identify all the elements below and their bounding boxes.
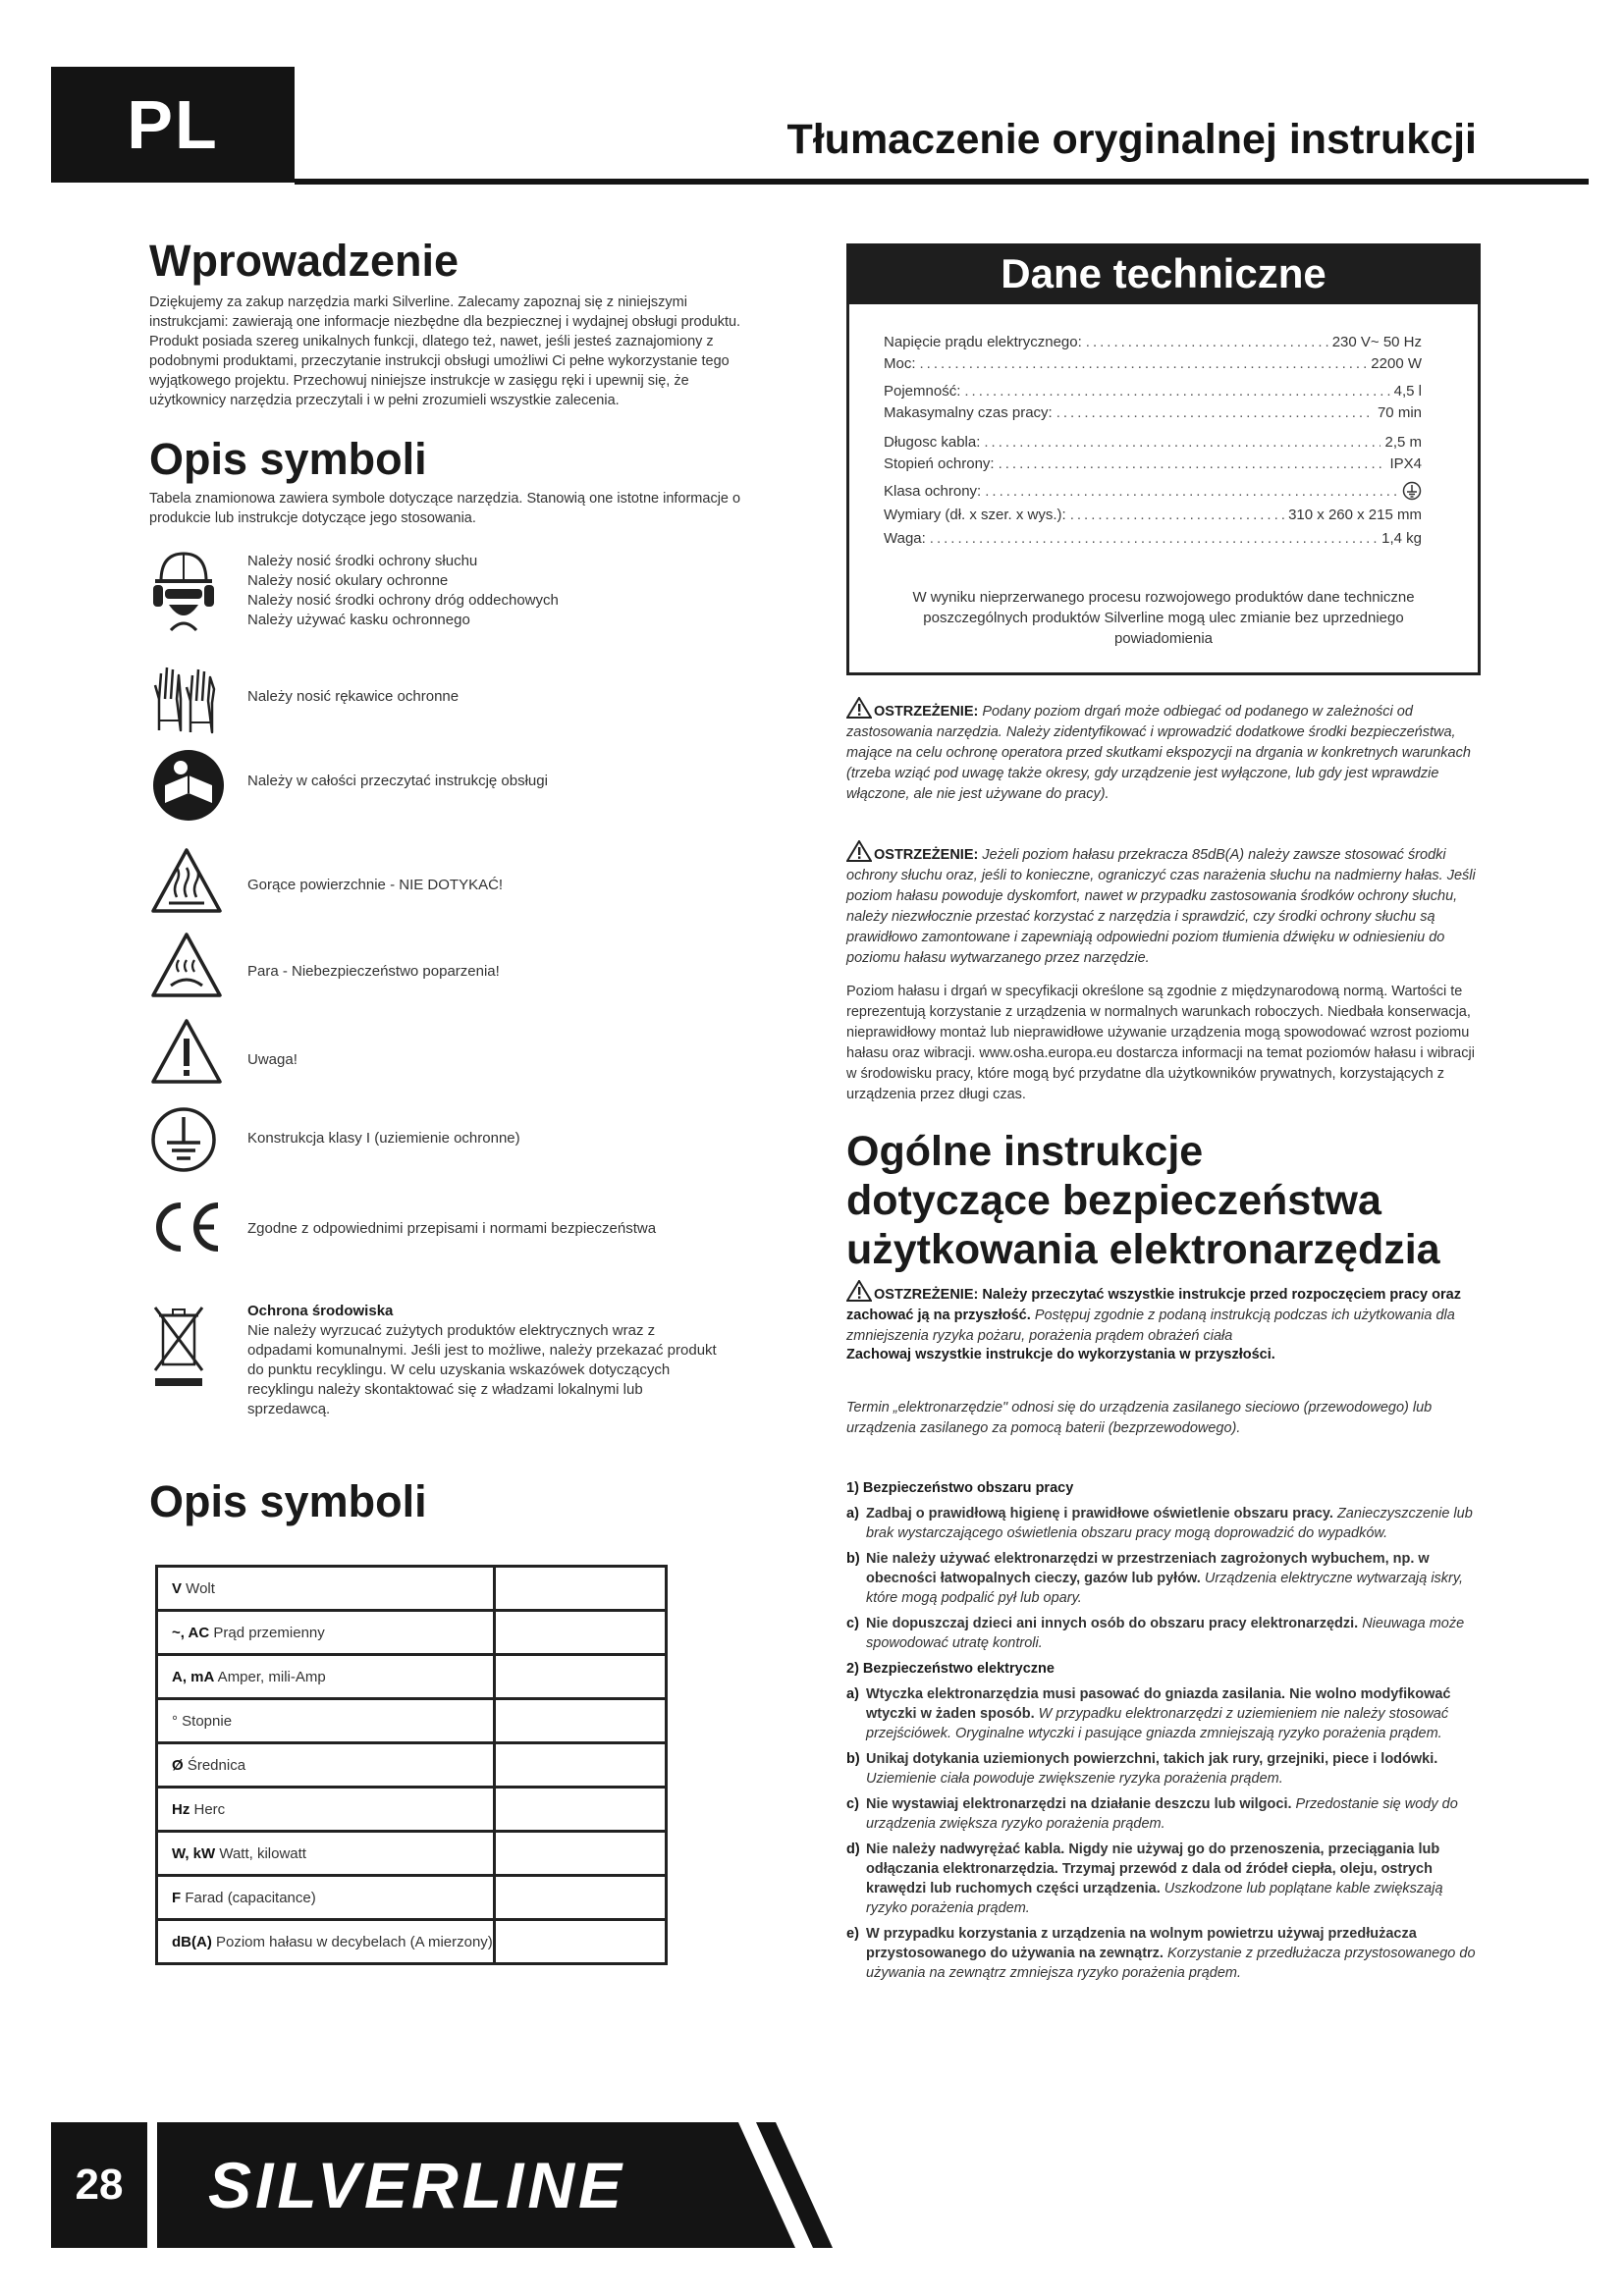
symbols-heading: Opis symboli <box>149 434 427 484</box>
leader-dots <box>920 353 1368 375</box>
header-rule <box>295 179 1589 185</box>
spec-label: Wymiary (dł. x szer. x wys.): <box>884 507 1066 523</box>
ppe-respiratory-text: Należy nosić środki ochrony dróg oddechowych <box>247 592 559 609</box>
symbol-row-gloves <box>149 660 738 738</box>
spec-row <box>884 454 1422 475</box>
spec-value: 70 min <box>1377 404 1422 421</box>
unit-empty-cell <box>494 1788 666 1832</box>
section-2-title: 2) Bezpieczeństwo elektryczne <box>846 1661 1055 1677</box>
list-item: b) Unikaj dotykania uziemionych powierzchni, takich jak rury, grzejniki, piece i lodówki. Uziemienie ciała powoduje zwiększenie ryzyka porażenia prądem. <box>846 1751 1438 1787</box>
weee-bin-icon <box>149 1302 208 1390</box>
noise-warning-text: Jeżeli poziom hałasu przekracza 85dB(A) należy zawsze stosować środki ochrony słuchu oraz, jeśli to konieczne, ograniczyć czas narażenia słuchu na nadmierny hałas. Jeśli poziom hałasu powoduje dyskomfort, nawet w przypadku zastosowania środków ochrony słuchu, należy niezwłocznie przestać korzystać z narzędzia i sprawdzić, czy środki ochrony słuchu są prawidłowo zamontowane i zapewniają odpowiedni poziom tłumienia dźwięku w odniesieniu do poziomu hałasu wytwarzanego przez narzędzie. <box>846 847 1476 966</box>
unit-empty-cell <box>494 1832 666 1876</box>
list-item: e) W przypadku korzystania z urządzenia na wolnym powietrzu używaj przedłużacza przystosowanego do używania na zewnątrz. Korzystanie z przedłużacza przystosowanego do używania na zewnątrz zmniejsza ryzyko porażenia prądem. <box>846 1926 1476 1981</box>
spec-row <box>884 381 1422 402</box>
unit-empty-cell <box>494 1743 666 1788</box>
spec-value: 1,4 kg <box>1381 530 1422 547</box>
language-code: PL <box>127 86 219 163</box>
leader-dots <box>985 481 1398 503</box>
table-row <box>157 1743 667 1788</box>
list-item: d) Nie należy nadwyrężać kabla. Nigdy nie używaj go do przenoszenia, przeciągania lub odłączania elektronarzędzia. Trzymaj przewód z dala od źródeł ciepła, oleju, ostrych krawędzi lub ruchomych części urządzenia. Uszkodzone lub poplątane kable zwiększają ryzyko porażenia prądem. <box>846 1842 1443 1916</box>
section-1-title: 1) Bezpieczeństwo obszaru pracy <box>846 1480 1074 1496</box>
unit-empty-cell <box>494 1567 666 1611</box>
symbol-row-ce <box>149 1198 738 1266</box>
spec-value: 310 x 260 x 215 mm <box>1288 507 1422 523</box>
leader-dots <box>1056 402 1374 424</box>
steam-icon <box>149 931 224 1001</box>
spec-value: 2200 W <box>1371 355 1422 372</box>
protective-earth-icon <box>1402 481 1422 501</box>
gloves-icon <box>149 660 228 738</box>
spec-row <box>884 402 1422 424</box>
class1-text: Konstrukcja klasy I (uziemienie ochronne) <box>247 1130 520 1147</box>
ppe-head-icon <box>149 548 218 636</box>
unit-cell: W, kW Watt, kilowatt <box>157 1832 495 1876</box>
brand-logo: SILVERLINE <box>208 2149 626 2221</box>
symbol-row-weee <box>149 1302 738 1419</box>
spec-row <box>884 332 1422 353</box>
keep-instructions: Zachowaj wszystkie instrukcje do wykorzystania w przyszłości. <box>846 1347 1275 1362</box>
ce-mark-icon <box>149 1198 224 1256</box>
table-row <box>157 1832 667 1876</box>
unit-empty-cell <box>494 1876 666 1920</box>
page-number: 28 <box>75 2161 124 2209</box>
spec-label: Długosc kabla: <box>884 434 981 451</box>
read-manual-icon <box>149 746 228 825</box>
warning-triangle-icon <box>846 1280 872 1302</box>
term-definition: Termin „elektronarzędzie" odnosi się do urządzenia zasilanego sieciowo (przewodowego) lub urządzenia zasilanego za pomocą baterii (bezprzewodowego). <box>846 1400 1433 1436</box>
warning-triangle-icon <box>846 697 872 719</box>
ppe-hearing-text: Należy nosić środki ochrony słuchu <box>247 553 478 569</box>
hot-surface-icon <box>149 846 224 917</box>
unit-empty-cell <box>494 1920 666 1964</box>
leader-dots <box>999 454 1386 475</box>
list-item: c) Nie dopuszczaj dzieci ani innych osób do obszaru pracy elektronarzędzi. Nieuwaga może spowodować utratę kontroli. <box>846 1616 1465 1651</box>
levels-text: Poziom hałasu i drgań w specyfikacji określone są zgodnie z międzynarodową normą. Wartości te reprezentują korzystanie z urządzenia w normalnych warunkach roboczych. Niedbała konserwacja, nieprawidłowy montaż lub nieprawidłowe używanie urządzenia mogą spowodować wzrost poziomu hałasu oraz wibracji. www.osha.europa.eu dostarcza informacji na temat poziomów hałasu i wibracji w środowisku pracy, które mogą być przydatne dla użytkowników prywatnych, korzystających z urządzenia przez długi czas. <box>846 984 1475 1102</box>
unit-cell: Hz Herc <box>157 1788 495 1832</box>
unit-empty-cell <box>494 1611 666 1655</box>
ce-text: Zgodne z odpowiednimi przepisami i normami bezpieczeństwa <box>247 1220 657 1237</box>
spec-row <box>884 505 1422 526</box>
units-heading: Opis symboli <box>149 1476 427 1526</box>
table-row <box>157 1876 667 1920</box>
intro-heading: Wprowadzenie <box>149 236 460 286</box>
unit-cell: Ø Średnica <box>157 1743 495 1788</box>
spec-row <box>884 528 1422 550</box>
unit-cell: dB(A) Poziom hałasu w decybelach (A mierzony) <box>157 1920 495 1964</box>
spec-value: 2,5 m <box>1384 434 1422 451</box>
leader-dots <box>930 528 1378 550</box>
warning-label: OSTRZEŻENIE: <box>874 847 979 863</box>
vibration-warning <box>846 697 1481 805</box>
weee-text: Nie należy wyrzucać zużytych produktów elektrycznych wraz z odpadami komunalnymi. Jeśli jest to możliwe, należy przekazać produkt do punktu recyklingu. W celu uzyskania wskazówek dotyczących recyklingu należy skontaktować się z władzami lokalnymi lub sprzedawcą. <box>247 1322 717 1417</box>
spec-label: Stopień ochrony: <box>884 455 995 472</box>
table-row <box>157 1920 667 1964</box>
spec-row <box>884 353 1422 375</box>
unit-cell: ° Stopnie <box>157 1699 495 1743</box>
table-row <box>157 1788 667 1832</box>
spec-value: IPX4 <box>1389 455 1422 472</box>
unit-cell: F Farad (capacitance) <box>157 1876 495 1920</box>
spec-label: Pojemność: <box>884 383 961 400</box>
ppe-helmet-text: Należy używać kasku ochronnego <box>247 612 470 628</box>
general-warning: OSTZREŻENIE: Należy przeczytać wszystkie instrukcje przed rozpoczęciem pracy oraz zachować ją na przyszłość. Postępuj zgodnie z podaną instrukcją podczas ich użytkowania dla zmniejszenia ryzyka pożaru, porażenia prądem obrażeń ciała <box>846 1280 1481 1347</box>
table-row <box>157 1699 667 1743</box>
leader-dots <box>1086 332 1328 353</box>
list-item: b) Nie należy używać elektronarzędzi w przestrzeniach zagrożonych wybuchem, np. w obecności łatwopalnych cieczy, gazów lub pyłów. Urządzenia elektryczne wytwarzają iskry, które mogą podpalić pył lub opary. <box>846 1551 1464 1606</box>
unit-empty-cell <box>494 1655 666 1699</box>
protective-earth-icon <box>149 1105 218 1174</box>
symbol-row-hot <box>149 846 738 925</box>
gloves-text: Należy nosić rękawice ochronne <box>247 688 460 705</box>
spec-label: Klasa ochrony: <box>884 483 982 500</box>
unit-cell: A, mA Amper, mili-Amp <box>157 1655 495 1699</box>
warning-label: OSTRZEŻENIE: <box>874 704 979 720</box>
caution-text: Uwaga! <box>247 1051 298 1068</box>
noise-warning <box>846 840 1481 969</box>
leader-dots <box>984 432 1380 454</box>
ppe-eyes-text: Należy nosić okulary ochronne <box>247 572 449 589</box>
weee-title: Ochrona środowiska <box>247 1303 394 1319</box>
spec-heading: Dane techniczne <box>846 243 1481 304</box>
symbols-intro-text: Tabela znamionowa zawiera symbole dotyczące narzędzia. Stanowią one istotne informacje o produkcie lub instrukcje dotyczące jego stosowania. <box>149 491 741 526</box>
symbol-row-manual <box>149 746 738 825</box>
spec-value <box>1402 481 1422 503</box>
unit-cell: V Wolt <box>157 1567 495 1611</box>
steam-text: Para - Niebezpieczeństwo poparzenia! <box>247 963 500 980</box>
symbol-row-class1 <box>149 1105 738 1184</box>
spec-label: Napięcie prądu elektrycznego: <box>884 334 1082 350</box>
symbol-row-steam <box>149 931 738 1009</box>
spec-note: W wyniku nieprzerwanego procesu rozwojowego produktów dane techniczne poszczególnych produktów Silverline mogą ulec zmianie bez uprzedniego powiadomienia <box>912 589 1415 647</box>
caution-icon <box>149 1017 224 1088</box>
unit-empty-cell <box>494 1699 666 1743</box>
spec-label: Makasymalny czas pracy: <box>884 404 1053 421</box>
symbol-row-caution <box>149 1017 738 1095</box>
list-item: c) Nie wystawiaj elektronarzędzi na działanie deszczu lub wilgoci. Przedostanie się wody do urządzenia zwiększa ryzyko porażenia prądem. <box>846 1796 1458 1832</box>
vibration-warning-text: Podany poziom drgań może odbiegać od podanego w zależności od zastosowania narzędzia. Należy zidentyfikować i wprowadzić dodatkowe środki bezpieczeństwa, mające na celu ochronę operatora przed skutkami ekspozycji na drgania w konkretnych warunkach (trzeba wziąć pod uwagę także okresy, gdy urządzenie jest wyłączone, lub gdy jest wprawdzie włączone, ale nie jest używane do pracy). <box>846 704 1471 802</box>
intro-text: Dziękujemy za zakup narzędzia marki Silverline. Zalecamy zapoznaj się z niniejszymi instrukcjami: zawierają one informacje niezbędne dla bezpiecznej i wydajnej obsługi produktu. Produkt posiada szereg unikalnych funkcji, dlatego też, nawet, jeśli jesteś zaznajomiony z podobnymi produktami, przeczytanie instrukcji obsługi umożliwi Ci pełne wykorzystanie tego wyjątkowego projektu. Przechowuj niniejsze instrukcje w zasięgu ręki i upewnij się, że użytkownicy narzędzia przeczytali i w pełni zrozumieli wszystkie zalecenia. <box>149 294 741 408</box>
spec-value: 4,5 l <box>1393 383 1422 400</box>
spec-label: Moc: <box>884 355 916 372</box>
spec-label: Waga: <box>884 530 926 547</box>
leader-dots <box>964 381 1389 402</box>
spec-row <box>884 481 1422 503</box>
table-row <box>157 1611 667 1655</box>
general-safety-heading: Ogólne instrukcje dotyczące bezpieczeństwa użytkowania elektronarzędzia <box>846 1128 1440 1273</box>
page-title: Tłumaczenie oryginalnej instrukcji <box>786 116 1477 163</box>
unit-cell: ~, AC Prąd przemienny <box>157 1611 495 1655</box>
manual-text: Należy w całości przeczytać instrukcję obsługi <box>247 773 548 789</box>
spec-value: 230 V~ 50 Hz <box>1331 334 1422 350</box>
list-item: a) Wtyczka elektronarzędzia musi pasować do gniazda zasilania. Nie wolno modyfikować wtyczki w żaden sposób. W przypadku elektronarzędzi z uziemieniem nie należy stosować przejściówek. Oryginalne wtyczki i pasujące gniazda zmniejszają ryzyko porażenia prądem. <box>846 1686 1451 1741</box>
symbol-row-ppe <box>149 548 738 636</box>
safety-sections <box>846 1476 1481 1989</box>
warning-triangle-icon <box>846 840 872 862</box>
list-item: a) Zadbaj o prawidłową higienę i prawidłowe oświetlenie obszaru pracy. Zanieczyszczenie lub brak wystarczającego oświetlenia obszaru pracy mogą doprowadzić do wypadków. <box>846 1506 1473 1541</box>
units-table <box>155 1565 668 1965</box>
table-row <box>157 1655 667 1699</box>
leader-dots <box>1070 505 1284 526</box>
table-row <box>157 1567 667 1611</box>
hot-surface-text: Gorące powierzchnie - NIE DOTYKAĆ! <box>247 877 504 893</box>
spec-row <box>884 432 1422 454</box>
